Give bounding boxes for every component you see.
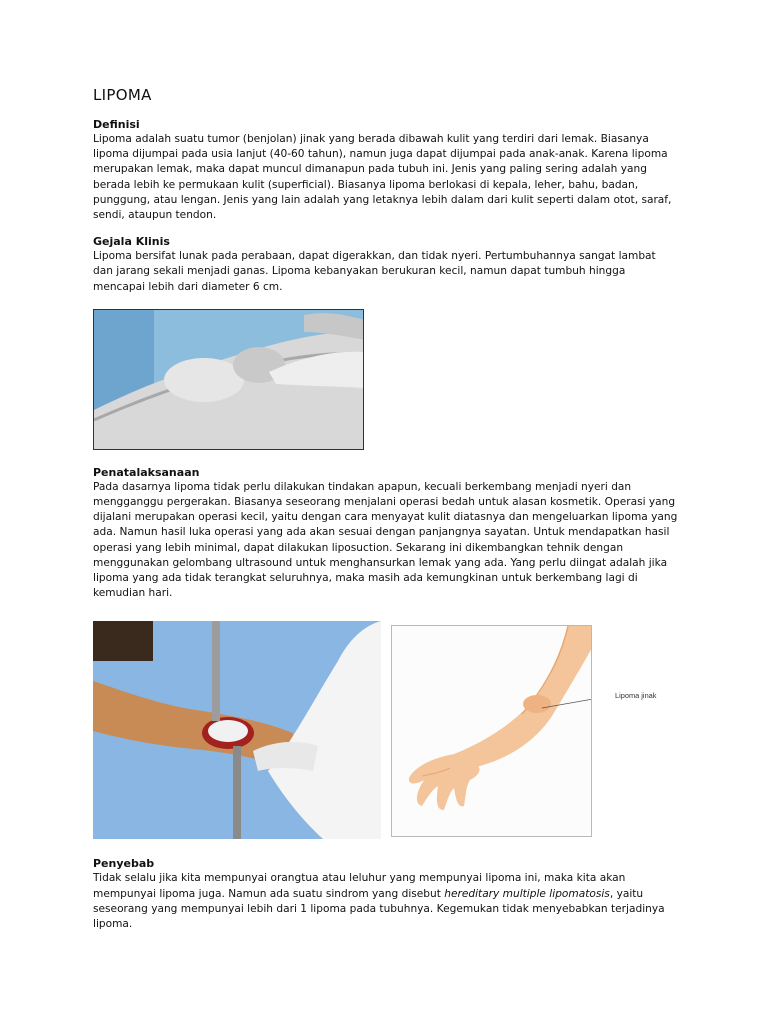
document-page xyxy=(93,86,678,940)
text-penyebab-part2: , yaitu seseorang yang mempunyai lebih dari 1 lipoma pada tubuhnya. Kegemukan tidak menyebabkan terjadinya lipoma. xyxy=(93,887,665,931)
text-gejala-klinis: Lipoma bersifat lunak pada perabaan, dapat digerakkan, dan tidak nyeri. Pertumbuhannya sangat lambat dan jarang sekali menjadi ganas. Lipoma kebanyakan berukuran kecil, namun dapat tumbuh hingga mencapai lebih dari diameter 6 cm. xyxy=(93,250,656,293)
illustration-arm xyxy=(391,625,592,837)
text-penyebab-italic: hereditary multiple lipomatosis xyxy=(444,887,610,900)
document-title: LIPOMA xyxy=(93,86,152,104)
heading-penatalaksanaan: Penatalaksanaan xyxy=(93,465,200,479)
heading-definisi: Definisi xyxy=(93,118,140,131)
text-penyebab-part1: Tidak selalu jika kita mempunyai orangtua atau leluhur yang mempunyai lipoma ini, maka kita akan mempunyai lipoma juga. Namun ada suatu sindrom yang disebut xyxy=(93,872,626,900)
section-penatalaksanaan xyxy=(93,466,678,602)
illustration-label: Lipoma jinak xyxy=(615,691,657,701)
arm-photo-graphic xyxy=(94,310,364,450)
figure-row xyxy=(93,621,678,845)
surgery-photo-graphic xyxy=(93,621,381,839)
heading-gejala-klinis: Gejala Klinis xyxy=(93,235,170,249)
text-definisi: Lipoma adalah suatu tumor (benjolan) jinak yang berada dibawah kulit yang terdiri dari lemak. Biasanya lipoma dijumpai pada usia lanjut (40-60 tahun), namun juga dapat dijumpai pada anak-anak. Karena lipoma merupakan lemak, maka dapat muncul dimanapun pada tubuh ini. Jenis yang paling sering adalah yang berada lebih ke permukaan kulit (superficial). Biasanya lipoma berlokasi di kepala, leher, bahu, badan, punggung, atau lengan. Jenis yang lain adalah yang letaknya lebih dalam dari kulit seperti dalam otot, saraf, sendi, ataupun tendon. xyxy=(93,133,672,222)
arm-illustration-graphic xyxy=(392,626,592,837)
photo-arm-lipoma xyxy=(93,309,364,450)
section-gejala xyxy=(93,235,678,295)
text-penatalaksanaan: Pada dasarnya lipoma tidak perlu dilakukan tindakan apapun, kecuali berkembang menjadi nyeri dan mengganggu pergerakan. Biasanya seseorang menjalani operasi bedah untuk alasan kosmetik. Operasi yang dijalani merupakan operasi kecil, yaitu dengan cara menyayat kulit diatasnya dan mengeluarkan lipoma yang ada. Namun hasil luka operasi yang ada akan sesuai dengan panjangnya sayatan. Untuk mendapatkan hasil operasi yang lebih minimal, dapat dilakukan liposuction. Sekarang ini dikembangkan tehnik dengan menggunakan gelombang ultrasound untuk menghansurkan lemak yang ada. Yang perlu diingat adalah jika lipoma yang ada tidak terangkat seluruhnya, maka masih ada kemungkinan untuk berkembang lagi di kemudian hari. xyxy=(93,480,678,600)
photo-surgery xyxy=(93,621,381,839)
heading-penyebab: Penyebab xyxy=(93,857,155,871)
section-penyebab xyxy=(93,857,678,932)
section-definisi xyxy=(93,118,678,223)
text-penyebab xyxy=(93,871,678,932)
